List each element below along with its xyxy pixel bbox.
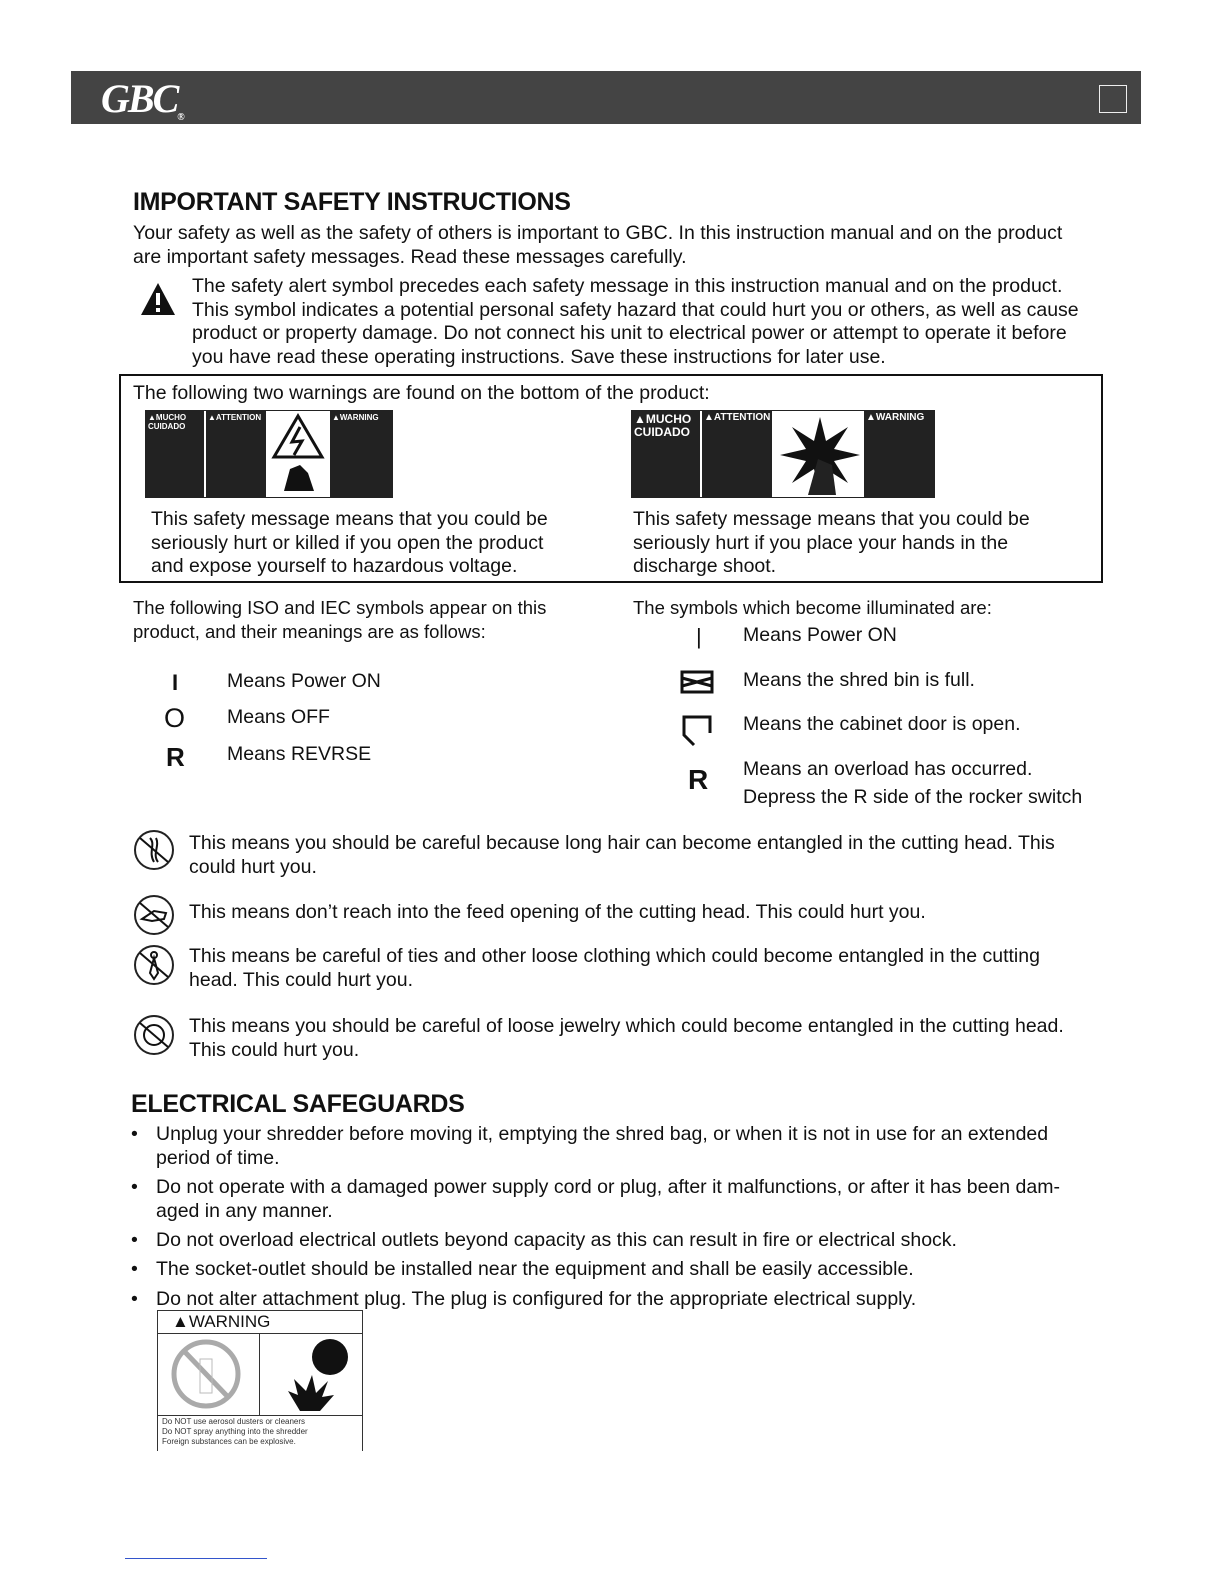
safety-alert-icon <box>140 282 176 316</box>
illum-item-text: Means the shred bin is full. <box>743 669 975 691</box>
bullet-dot: • <box>131 1258 138 1280</box>
bullet-line-2: aged in any manner. <box>156 1200 333 1222</box>
safety-alert-text <box>192 275 1079 369</box>
voltage-warning-text <box>151 508 548 579</box>
bullet-text <box>156 1122 1101 1170</box>
hands-warning-text <box>633 508 1030 579</box>
bullet-dot: • <box>131 1123 138 1145</box>
electrical-title: ELECTRICAL SAFEGUARDS <box>131 1090 465 1118</box>
hands-warning-line-1: This safety message means that you could be <box>633 508 1030 530</box>
illum-item-text: Means Power ON <box>743 624 897 646</box>
header-bar <box>71 71 1141 124</box>
high-voltage-icon <box>270 413 326 495</box>
iso-intro-line-1: The following ISO and IEC symbols appear on this <box>133 597 547 618</box>
warning-label-line-1: Do NOT use aerosol dusters or cleaners <box>162 1417 306 1426</box>
hazard-line-2: could hurt you. <box>189 855 317 878</box>
header-box-icon <box>1099 85 1127 113</box>
safety-intro-line-1: Your safety as well as the safety of others is important to GBC. In this instruction manual and on the product <box>133 222 1063 244</box>
overload-note: Depress the R side of the rocker switch <box>743 786 1083 808</box>
bullet-dot: • <box>131 1288 138 1310</box>
bullet-text <box>156 1175 1101 1223</box>
door-open-icon <box>680 713 714 747</box>
hazard-text <box>189 945 1154 992</box>
illum-item-text: Means the cabinet door is open. <box>743 713 1021 735</box>
hazard-text: This means don’t reach into the feed opening of the cutting head. This could hurt you. <box>189 901 926 923</box>
safety-intro-line-2: are important safety messages. Read these messages carefully. <box>133 245 687 268</box>
bullet-line-1: Unplug your shredder before moving it, emptying the shred bag, or when it is not in use for an extended <box>156 1123 1049 1145</box>
hands-warning-label <box>631 410 935 498</box>
hand-in-blades-icon <box>778 413 862 495</box>
label-col-attention: ▲ATTENTION <box>206 411 266 497</box>
power-on-symbol: | <box>696 624 702 649</box>
power-on-symbol: I <box>172 670 179 695</box>
tie-icon <box>134 945 174 985</box>
label-col-mucho: ▲MUCHO CUIDADO <box>632 411 700 497</box>
hazard-line-1: This means be careful of ties and other loose clothing which could become entangled in the cutting <box>189 945 1040 967</box>
hands-warning-line-3: discharge shoot. <box>633 555 777 577</box>
voltage-warning-line-1: This safety message means that you could be <box>151 508 548 530</box>
explosion-icon <box>278 1335 352 1413</box>
bullet-text: The socket-outlet should be installed near the equipment and shall be easily accessible. <box>156 1258 914 1280</box>
warning-label-text <box>162 1417 308 1447</box>
iso-item-text: Means REVRSE <box>227 743 372 765</box>
safety-alert-line-1: The safety alert symbol precedes each safety message in this instruction manual and on the product. <box>192 275 1063 297</box>
warning-box <box>119 374 1103 583</box>
safety-alert-line-4: you have read these operating instructions. Save these instructions for later use. <box>192 345 886 368</box>
safety-alert-line-3: product or property damage. Do not connect his unit to electrical power or attempt to operate it before <box>192 322 1067 344</box>
safety-title: IMPORTANT SAFETY INSTRUCTIONS <box>133 188 571 216</box>
hazard-text <box>189 832 1154 879</box>
bullet-dot: • <box>131 1176 138 1198</box>
bullet-dot: • <box>131 1229 138 1251</box>
warning-label-line-3: Foreign substances can be explosive. <box>162 1437 296 1446</box>
voltage-warning-line-3: and expose yourself to hazardous voltage. <box>151 555 518 577</box>
label-col-warning: ▲WARNING <box>330 411 392 497</box>
power-off-symbol: O <box>164 703 186 733</box>
label-col-warning: ▲WARNING <box>864 411 934 497</box>
long-hair-icon <box>134 830 174 870</box>
hazard-line-1: This means you should be careful because long hair can become entangled in the cutting head. This <box>189 832 1055 854</box>
aerosol-warning-label <box>157 1310 363 1451</box>
jewelry-icon <box>134 1015 174 1055</box>
voltage-warning-line-2: seriously hurt or killed if you open the product <box>151 531 544 554</box>
iso-intro <box>133 596 546 644</box>
bullet-line-1: Do not operate with a damaged power supply cord or plug, after it malfunctions, or after it has been dam- <box>156 1176 1060 1198</box>
hand-icon <box>134 895 174 935</box>
reverse-symbol: R <box>166 742 185 772</box>
safety-intro <box>133 222 1062 269</box>
illum-item-text: Means an overload has occurred. <box>743 758 1033 780</box>
hands-warning-line-2: seriously hurt if you place your hands in the <box>633 531 1009 554</box>
bullet-text: Do not overload electrical outlets beyond capacity as this can result in fire or electrical shock. <box>156 1229 957 1251</box>
bullet-text: Do not alter attachment plug. The plug is configured for the appropriate electrical supply. <box>156 1288 917 1310</box>
warning-heading: The following two warnings are found on the bottom of the product: <box>133 382 710 404</box>
hazard-line-2: head. This could hurt you. <box>189 968 414 991</box>
safety-alert-line-2: This symbol indicates a potential personal safety hazard that could hurt you or others, as well as cause <box>192 298 1079 321</box>
footer-rule <box>125 1558 267 1559</box>
warning-label-title: ▲WARNING <box>172 1312 271 1331</box>
voltage-warning-label <box>145 410 393 498</box>
label-col-attention: ▲ATTENTION <box>702 411 772 497</box>
iso-item-text: Means Power ON <box>227 670 381 692</box>
iso-item-text: Means OFF <box>227 706 330 728</box>
hazard-line-1: This means you should be careful of loose jewelry which could become entangled in the cutting head. <box>189 1015 1064 1037</box>
overload-symbol: R <box>688 764 709 795</box>
warning-label-line-2: Do NOT spray anything into the shredder <box>162 1427 308 1436</box>
no-aerosol-icon <box>168 1337 248 1411</box>
hazard-line-2: This could hurt you. <box>189 1038 360 1061</box>
hazard-text <box>189 1015 1154 1062</box>
bullet-line-2: period of time. <box>156 1147 280 1169</box>
bin-full-icon <box>680 669 714 695</box>
gbc-logo: GBC® <box>101 76 185 123</box>
illuminated-intro: The symbols which become illuminated are: <box>633 597 992 618</box>
label-col-mucho: ▲MUCHO CUIDADO <box>146 411 204 497</box>
iso-intro-line-2: product, and their meanings are as follows: <box>133 621 486 642</box>
